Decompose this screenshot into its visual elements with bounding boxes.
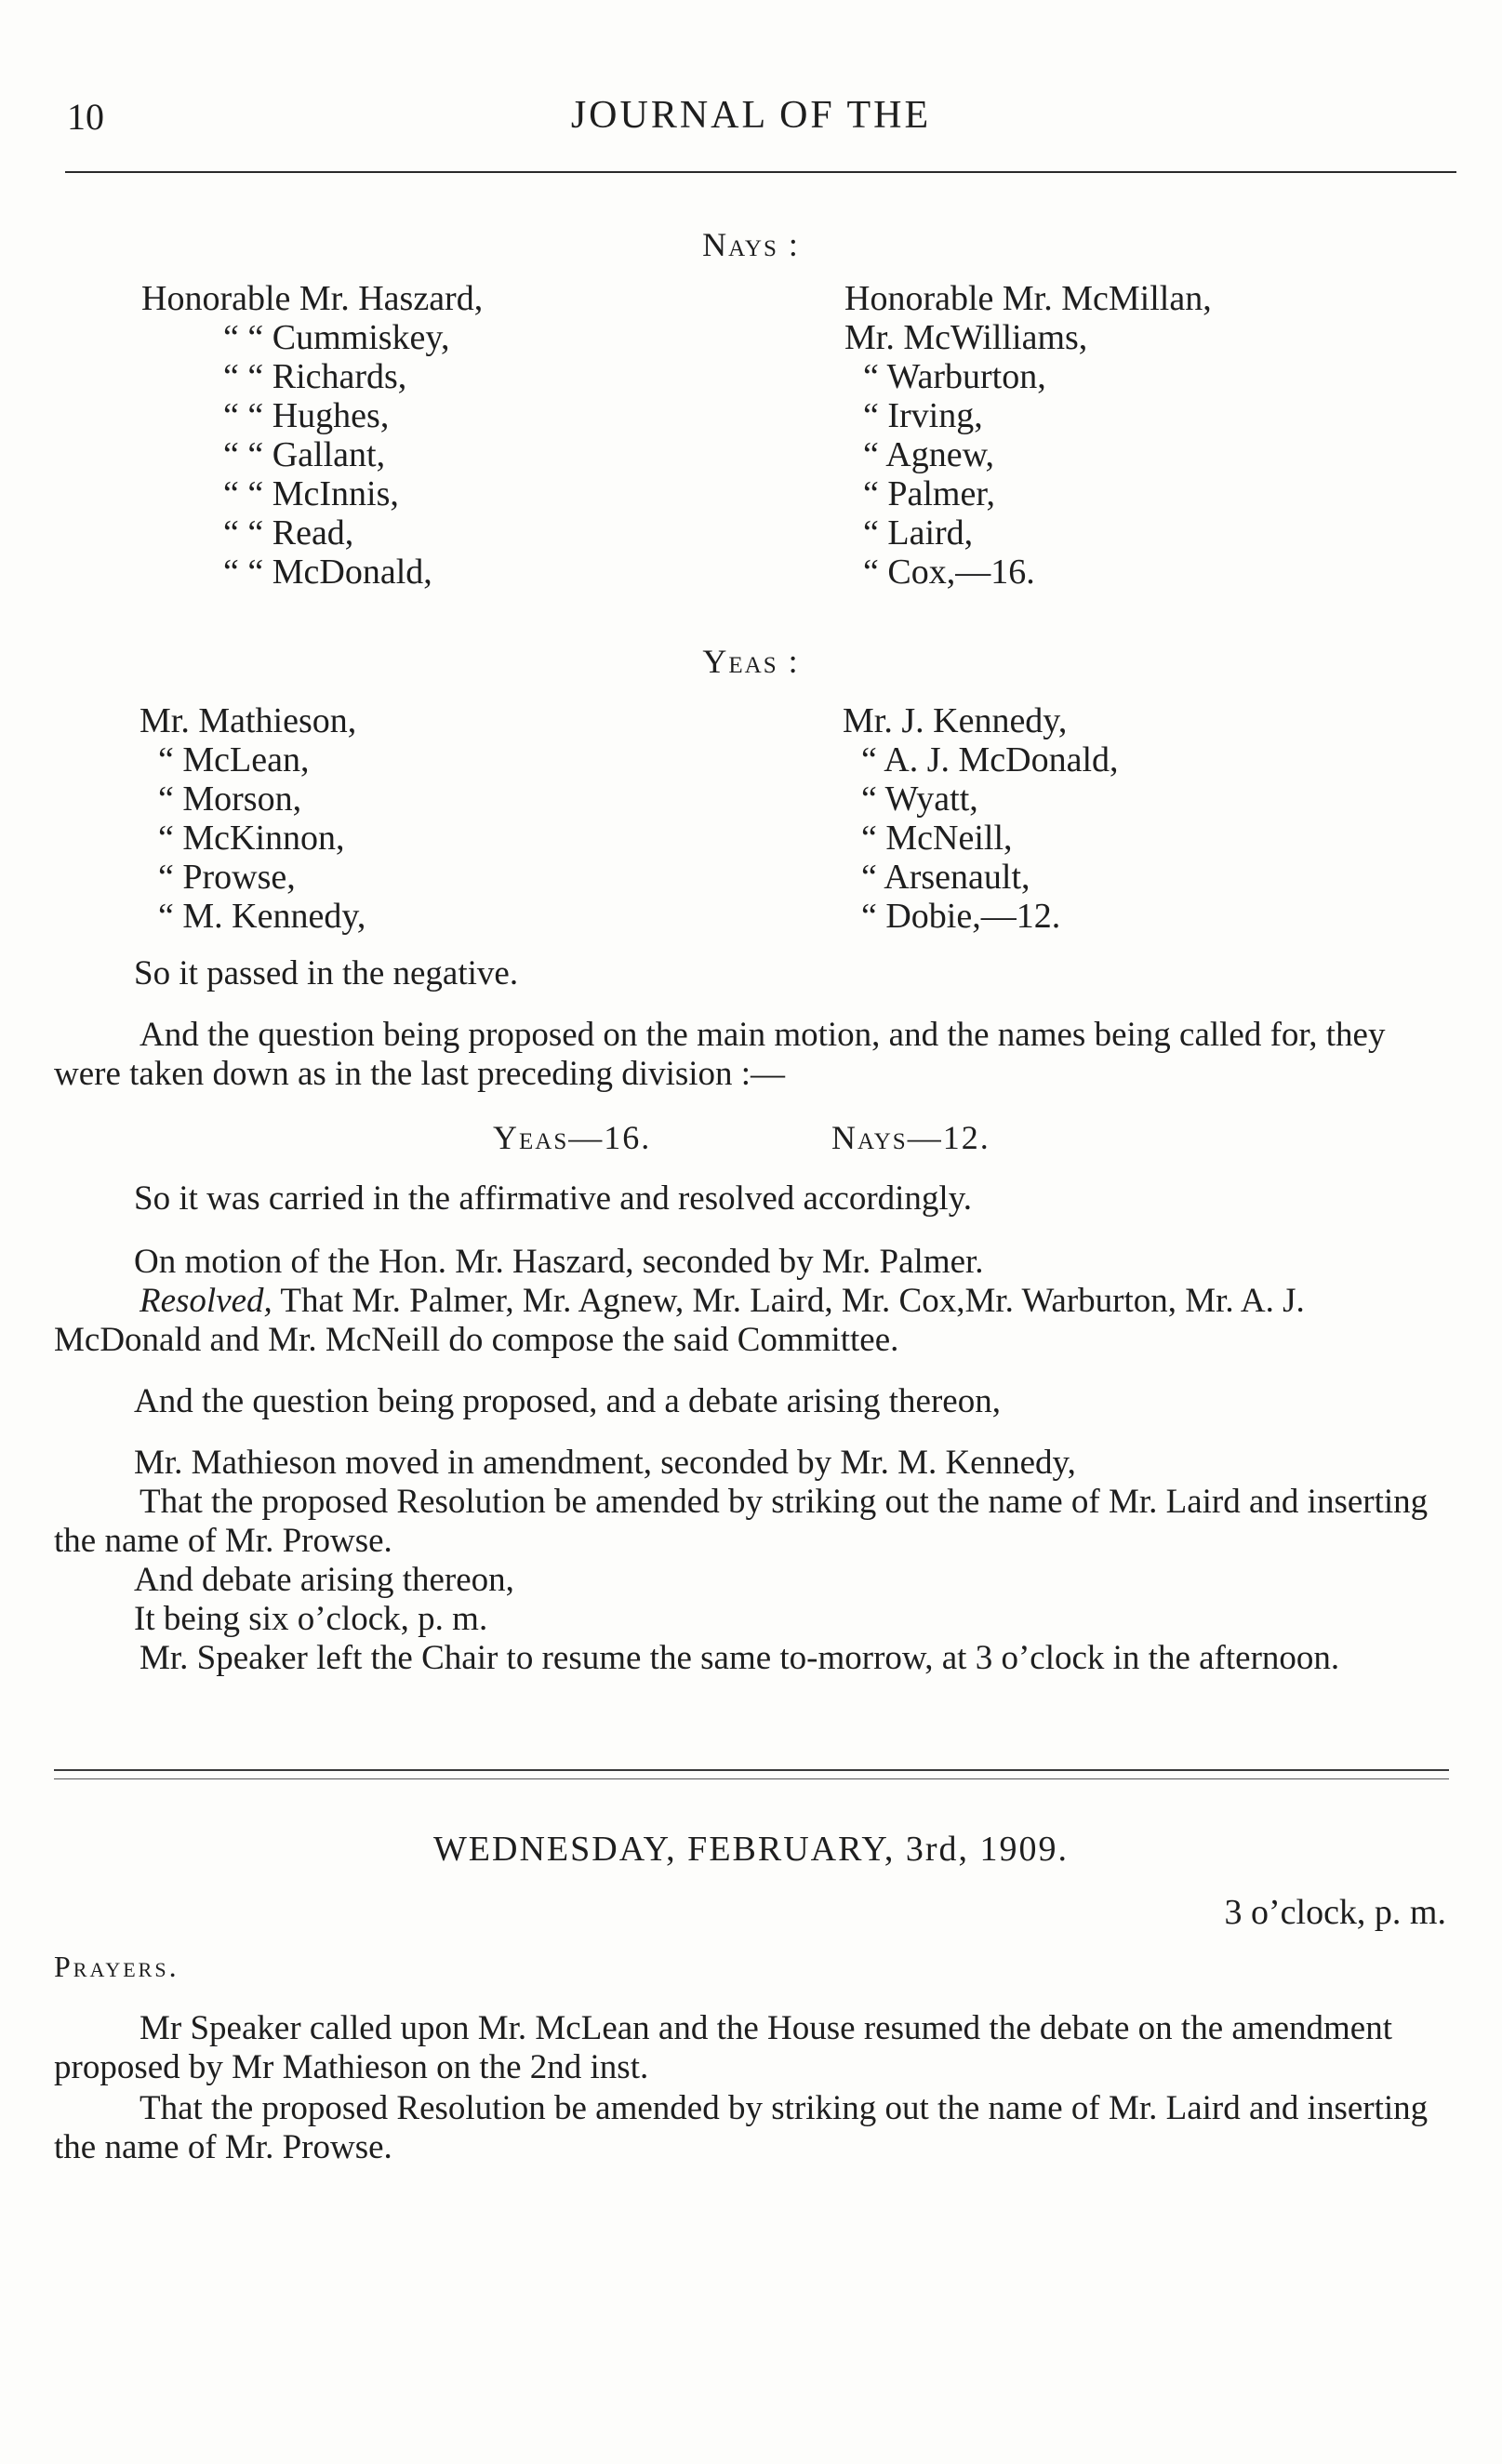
- nays-left-2: “ “ Richards,: [223, 357, 407, 396]
- debate-arising: And the question being proposed, and a debate arising thereon,: [134, 1382, 1001, 1420]
- yeas-heading: Yeas :: [702, 643, 800, 680]
- yeas-left-3: “ McKinnon,: [158, 819, 345, 858]
- nays-right-7: “ Cox,—16.: [863, 553, 1035, 592]
- yeas-left-5: “ M. Kennedy,: [158, 897, 366, 936]
- yeas-left-2: “ Morson,: [158, 779, 302, 819]
- resolved-word: Resolved,: [140, 1282, 272, 1320]
- section-divider: [54, 1769, 1449, 1779]
- nays-left-1: “ “ Cummiskey,: [223, 318, 450, 357]
- yeas-count: Yeas—16.: [493, 1119, 652, 1156]
- yeas-left-4: “ Prowse,: [158, 858, 296, 897]
- speaker-called: Mr Speaker called upon Mr. McLean and the House resumed the debate on the amendment proposed by Mr Mathieson on the 2nd inst.: [54, 2009, 1392, 2086]
- yeas-right-2: “ Wyatt,: [861, 779, 978, 819]
- running-title: JOURNAL OF THE: [570, 94, 932, 137]
- nays-left-4: “ “ Gallant,: [223, 435, 386, 474]
- nays-left-0: Honorable Mr. Haszard,: [141, 279, 484, 318]
- header-rule: [65, 171, 1456, 173]
- prayers-label: Prayers.: [54, 1950, 179, 1983]
- six-oclock: It being six o’clock, p. m.: [134, 1600, 488, 1638]
- resolved-paragraph: [54, 1282, 1458, 1360]
- yeas-left-0: Mr. Mathieson,: [140, 701, 357, 740]
- page-number: 10: [67, 96, 104, 138]
- nays-right-6: “ Laird,: [863, 513, 974, 553]
- nays-left-3: “ “ Hughes,: [223, 396, 390, 435]
- session-time: 3 o’clock, p. m.: [1224, 1893, 1446, 1932]
- yeas-left-1: “ McLean,: [158, 740, 310, 779]
- yeas-right-column: [843, 701, 1119, 936]
- debate-arising-2: And debate arising thereon,: [134, 1561, 514, 1599]
- nays-right-4: “ Agnew,: [863, 435, 995, 474]
- yeas-right-1: “ A. J. McDonald,: [861, 740, 1119, 779]
- carried-affirmative: So it was carried in the affirmative and resolved accordingly.: [134, 1179, 973, 1218]
- yeas-right-5: “ Dobie,—12.: [861, 897, 1061, 936]
- nays-left-6: “ “ Read,: [223, 513, 354, 553]
- nays-right-1: Mr. McWilliams,: [844, 318, 1088, 357]
- nays-left-7: “ “ McDonald,: [223, 553, 432, 592]
- passed-negative: So it passed in the negative.: [134, 954, 519, 992]
- main-motion-paragraph: And the question being proposed on the main motion, and the names being called for, they were taken down as in the last preceding division :—: [54, 1016, 1386, 1093]
- session-date: WEDNESDAY, FEBRUARY, 3rd, 1909.: [432, 1830, 1070, 1869]
- nays-right-column: [844, 279, 1212, 592]
- yeas-right-0: Mr. J. Kennedy,: [843, 701, 1068, 740]
- nays-right-0: Honorable Mr. McMillan,: [844, 279, 1212, 318]
- amendment-repeat: That the proposed Resolution be amended by striking out the name of Mr. Laird and inserting the name of Mr. Prowse.: [54, 2089, 1429, 2166]
- nays-left-5: “ “ McInnis,: [223, 474, 399, 513]
- nays-right-2: “ Warburton,: [863, 357, 1046, 396]
- yeas-left-column: [140, 701, 366, 936]
- nays-count: Nays—12.: [831, 1119, 990, 1156]
- nays-right-3: “ Irving,: [863, 396, 983, 435]
- yeas-right-3: “ McNeill,: [861, 819, 1013, 858]
- amendment-moved: Mr. Mathieson moved in amendment, seconded by Mr. M. Kennedy,: [134, 1444, 1076, 1482]
- nays-left-column: [141, 279, 483, 592]
- amendment-text: That the proposed Resolution be amended by striking out the name of Mr. Laird and inserting the name of Mr. Prowse.: [54, 1483, 1429, 1560]
- speaker-left: Mr. Speaker left the Chair to resume the same to-morrow, at 3 o’clock in the afternoon.: [140, 1639, 1340, 1677]
- yeas-right-4: “ Arsenault,: [861, 858, 1030, 897]
- nays-right-5: “ Palmer,: [863, 474, 995, 513]
- on-motion: On motion of the Hon. Mr. Haszard, seconded by Mr. Palmer.: [134, 1243, 984, 1281]
- resolved-text: That Mr. Palmer, Mr. Agnew, Mr. Laird, Mr. Cox,Mr. Warburton, Mr. A. J. McDonald and Mr. McNeill do compose the said Committee.: [54, 1282, 1305, 1359]
- nays-heading: Nays :: [702, 226, 800, 263]
